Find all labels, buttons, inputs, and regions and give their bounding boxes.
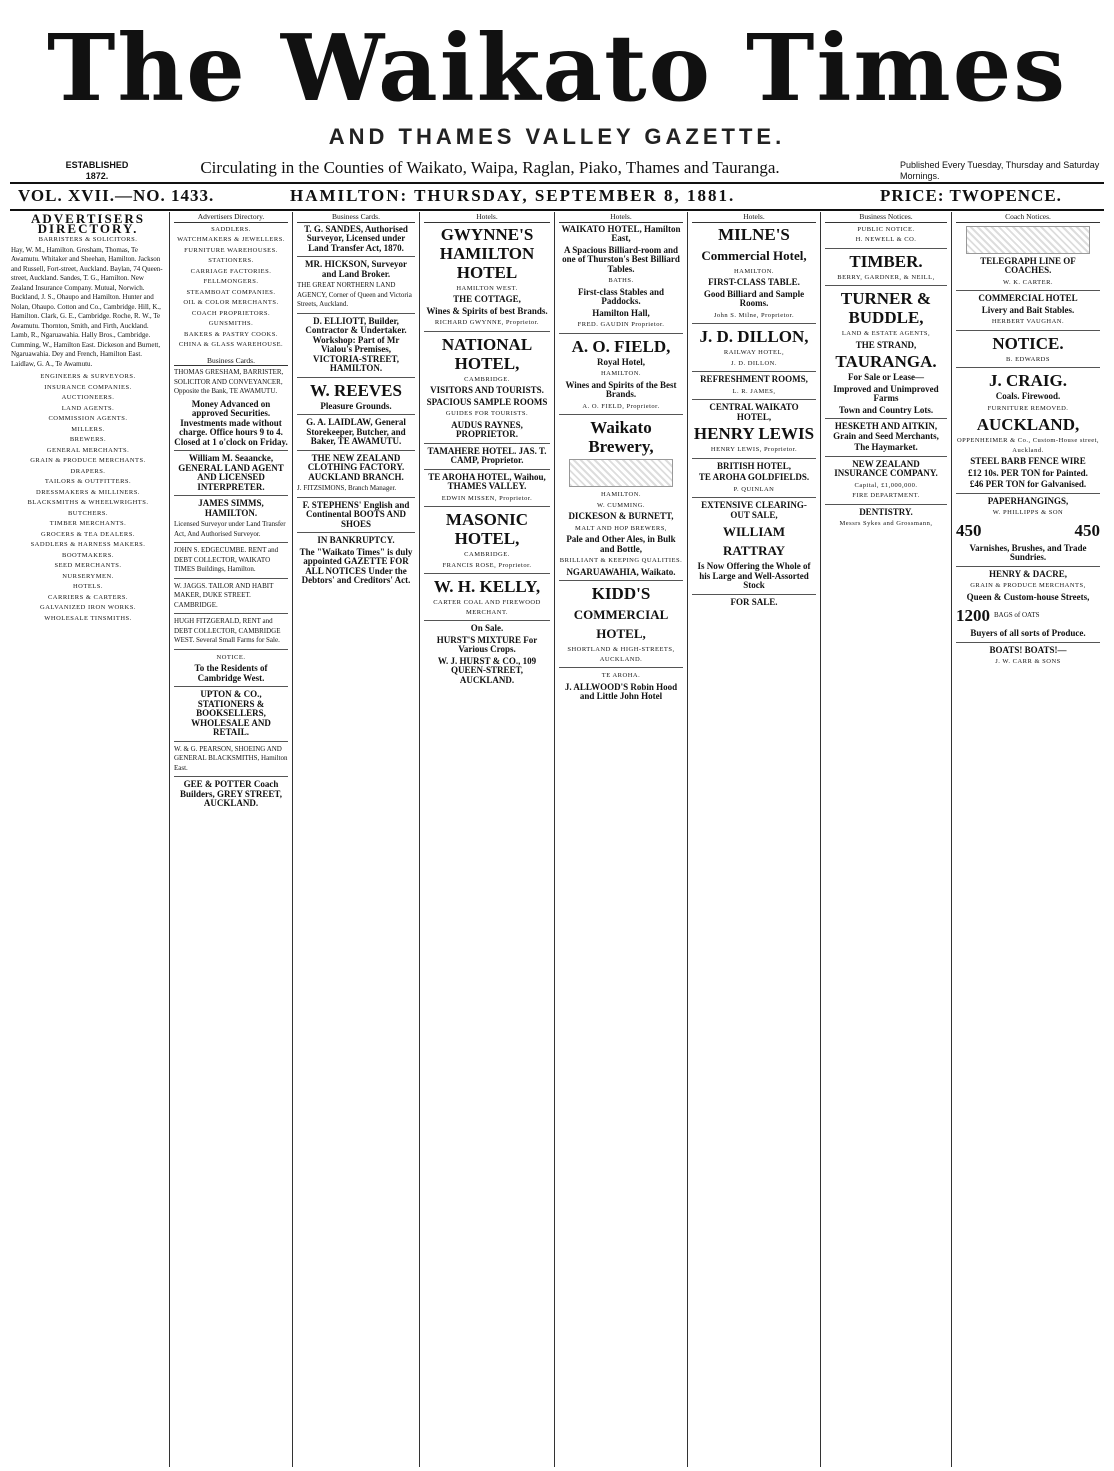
ales: Pale and Other Ales, in Bulk and Bottle, xyxy=(566,534,676,554)
sample-rooms: SPACIOUS SAMPLE ROOMS xyxy=(426,396,548,407)
field-proprietor: A. O. FIELD, Proprietor. xyxy=(582,402,660,410)
steel-wire: STEEL BARB FENCE WIRE xyxy=(970,456,1086,466)
business-cards-heading: Business Cards. xyxy=(174,356,288,367)
hall: Hamilton Hall, xyxy=(592,307,650,318)
rose: FRANCIS ROSE, Proprietor. xyxy=(442,561,532,569)
section-heading: SADDLERS & HARNESS MAKERS. xyxy=(30,541,146,548)
kidd-address: SHORTLAND & HIGH-STREETS, AUCKLAND. xyxy=(567,646,675,663)
brilliant: BRILLIANT & KEEPING QUALITIES. xyxy=(559,557,683,564)
telegraph-line: TELEGRAPH LINE OF COACHES. xyxy=(980,255,1076,275)
column-rule xyxy=(419,212,420,1467)
section-heading: BREWERS. xyxy=(69,436,107,443)
refresh: REFRESHMENT ROOMS, xyxy=(700,374,808,384)
section-heading: GENERAL MERCHANTS. xyxy=(46,446,130,454)
turner-agents: LAND & ESTATE AGENTS, xyxy=(841,330,931,337)
berry: BERRY, GARDNER, & NEILL, xyxy=(837,273,935,281)
boats: BOATS! BOATS!— xyxy=(989,644,1067,655)
edwards: B. EDWARDS xyxy=(1005,355,1050,363)
gnw-ad: THE GREAT NORTHERN LAND AGENCY, Corner of Queen and Victoria Streets, Auckland. xyxy=(297,281,412,308)
quinlan: P. QUINLAN xyxy=(733,485,775,493)
kidd: KIDD'S xyxy=(591,584,651,603)
column-heading: Business Notices. xyxy=(825,212,947,223)
notice-heading: NOTICE. xyxy=(216,653,246,661)
fitzsimons: J. FITZSIMONS, Branch Manager. xyxy=(297,484,397,492)
section-heading: ENGINEERS & SURVEYORS. xyxy=(40,373,136,380)
count-right: 450 xyxy=(1074,520,1100,540)
column-business-cards xyxy=(294,212,418,1467)
reeves-ad-sub: Pleasure Grounds. xyxy=(320,400,392,411)
section-heading: AUCTIONEERS. xyxy=(61,394,115,401)
visitors-tourists: VISITORS AND TOURISTS. xyxy=(430,385,544,395)
section-heading: INSURANCE COMPANIES. xyxy=(44,383,132,391)
painted-price: £12 10s. PER TON for Painted. xyxy=(968,467,1088,478)
gresham-ad: THOMAS GRESHAM, BARRISTER, SOLICITOR AND CONVEYANCER, Opposite the Bank, TE AWAMUTU. xyxy=(174,368,284,395)
brewery: Waikato Brewery, xyxy=(588,418,654,456)
dillon: J. D. DILLON, xyxy=(699,327,809,346)
henry-dacre: HENRY & DACRE, xyxy=(988,568,1068,579)
haymarket: The Haymarket. xyxy=(854,442,918,452)
royal-hotel: Royal Hotel, xyxy=(597,356,645,367)
cumming: W. CUMMING. xyxy=(596,501,646,509)
column-heading: Advertisers Directory. xyxy=(174,212,288,223)
allwood: J. ALLWOOD'S Robin Hood and Little John Hotel xyxy=(564,681,678,701)
masthead-rule-bottom xyxy=(10,209,1104,211)
column-hotels-2 xyxy=(556,212,686,1467)
section-heading: CHINA & GLASS WAREHOUSE. xyxy=(178,341,284,348)
seaancke-ad: William M. Seaancke, GENERAL LAND AGENT AND LICENSED INTERPRETER. xyxy=(178,453,284,492)
varnishes: Varnishes, Brushes, and Trade Sundries. xyxy=(969,542,1087,562)
field: A. O. FIELD, xyxy=(571,336,671,356)
waikato-hotel: WAIKATO HOTEL, Hamilton East, xyxy=(561,223,681,243)
allwood-town: TE AROHA. xyxy=(601,672,641,679)
auckland: AUCKLAND, xyxy=(976,415,1080,434)
newell: H. NEWELL & CO. xyxy=(855,236,917,243)
clothing-factory-ad: THE NEW ZEALAND CLOTHING FACTORY. AUCKLAND BRANCH. xyxy=(307,452,405,482)
section-heading: FURNITURE WAREHOUSES. xyxy=(184,246,278,254)
for-sale: FOR SALE. xyxy=(730,596,778,607)
gaudin: FRED. GAUDIN Proprietor. xyxy=(577,321,665,328)
masthead xyxy=(0,0,1114,228)
section-heading: FELLMONGERS. xyxy=(203,278,259,285)
malt: MALT AND HOP BREWERS, xyxy=(575,524,667,532)
central-hotel: CENTRAL WAIKATO HOTEL, xyxy=(709,402,799,422)
clearing-sale: EXTENSIVE CLEARING-OUT SALE, xyxy=(701,500,807,520)
raynes: AUDUS RAYNES, PROPRIETOR. xyxy=(451,419,523,439)
fitzgerald-ad: HUGH FITZGERALD, RENT and DEBT COLLECTOR, CAMBRIDGE WEST. Several Small Farms for Sale. xyxy=(174,617,281,644)
column-heading: Hotels. xyxy=(559,212,683,223)
hurst-address: W. J. HURST & CO., 109 QUEEN-STREET, AUCKLAND. xyxy=(437,655,537,685)
section-heading: OIL & COLOR MERCHANTS. xyxy=(183,299,279,306)
milnes: MILNE'S xyxy=(718,224,790,244)
missen: EDWIN MISSEN, Proprietor. xyxy=(441,494,533,502)
stables: First-class Stables and Paddocks. xyxy=(577,286,664,306)
newspaper-title: The Waikato Times xyxy=(46,14,1068,122)
lewis-prop: HENRY LEWIS, Proprietor. xyxy=(710,446,798,453)
column-heading: Hotels. xyxy=(424,212,550,223)
column-rule xyxy=(554,212,555,1467)
ngaruawahia: NGARUAWAHIA, Waikato. xyxy=(566,566,676,577)
edgecumbe-ad: JOHN S. EDGECUMBE. RENT and DEBT COLLECTOR, WAIKATO TIMES Buildings, Hamilton. xyxy=(174,546,279,573)
simms-ad: JAMES SIMMS, HAMILTON. xyxy=(198,498,264,518)
column-rule xyxy=(169,212,170,1467)
pearson-ad: W. & G. PEARSON, SHOEING AND GENERAL BLACKSMITHS, Hamilton East. xyxy=(174,744,288,772)
count-left: 450 xyxy=(956,520,982,540)
jaggs-ad: W. JAGGS. TAILOR AND HABIT MAKER, DUKE STREET. CAMBRIDGE. xyxy=(174,581,274,609)
volume-number: VOL. XVII.—NO. 1433. xyxy=(18,186,215,205)
national-hotel-sub: CAMBRIDGE. xyxy=(464,375,510,383)
goldfields: TE AROHA GOLDFIELDS. xyxy=(698,472,810,482)
rattray: WILLIAM RATTRAY xyxy=(722,524,786,558)
rattray-offer: Is Now Offering the Whole of his Large and Well-Assorted Stock xyxy=(697,561,811,590)
oats-label: BAGS of OATS xyxy=(994,610,1040,619)
turner-buddle: TURNER & BUDDLE, xyxy=(840,289,932,327)
james: L. R. JAMES, xyxy=(732,387,776,395)
section-heading: GUNSMITHS. xyxy=(208,320,254,327)
british-hotel: BRITISH HOTEL, xyxy=(716,460,792,471)
kidd-commercial: COMMERCIAL HOTEL, xyxy=(573,607,669,641)
milnes-town: HAMILTON. xyxy=(733,267,775,275)
tamahere-hotel: TAMAHERE HOTEL. JAS. T. CAMP, Proprietor. xyxy=(427,445,547,465)
section-heading: SEED MERCHANTS. xyxy=(54,562,122,569)
billiard-rooms: Good Billiard and Sample Rooms. xyxy=(703,288,805,308)
queen-streets: Queen & Custom-house Streets, xyxy=(966,591,1090,602)
section-heading: STATIONERS. xyxy=(208,257,254,264)
buyers: Buyers of all sorts of Produce. xyxy=(970,628,1086,638)
section-heading: GRAIN & PRODUCE MERCHANTS. xyxy=(30,457,146,464)
carter: W. K. CARTER. xyxy=(1002,278,1054,286)
gwynne-hotel-sub: HAMILTON WEST. xyxy=(456,284,518,292)
column-heading: Business Cards. xyxy=(297,212,415,223)
craig: J. CRAIG. xyxy=(989,371,1067,390)
section-heading: TIMBER MERCHANTS. xyxy=(49,520,127,527)
kelly-sub: CARTER COAL AND FIREWOOD MERCHANT. xyxy=(433,599,541,616)
gresham-ad-money: Money Advanced on approved Securities. Investments made without charge. Office hours 9 to 4. Closed at 1 o'clock on Friday. xyxy=(174,398,288,447)
directory-heading: ADVERTISERS DIRECTORY. xyxy=(30,212,145,236)
oppenheimer: OPPENHEIMER & Co., Custom-House street, Auckland. xyxy=(956,437,1100,454)
grain-merchants: GRAIN & PRODUCE MERCHANTS, xyxy=(970,582,1086,589)
field-town: HAMILTON. xyxy=(600,370,642,377)
dentistry: DENTISTRY. xyxy=(859,506,913,517)
railway-hotel: RAILWAY HOTEL, xyxy=(723,349,785,356)
dickeson: DICKESON & BURNETT, xyxy=(568,511,674,521)
gee-potter-ad: GEE & POTTER Coach Builders, GREY STREET, AUCKLAND. xyxy=(179,779,283,808)
billiard: A Spacious Billiard-room and one of Thurston's Best Billiard Tables. xyxy=(562,244,680,274)
masonic-hotel: MASONIC HOTEL, xyxy=(445,510,529,548)
paperhangings: PAPERHANGINGS, xyxy=(987,495,1069,506)
established: ESTABLISHED 1872. xyxy=(65,160,129,181)
reeves-ad: W. REEVES xyxy=(310,380,402,400)
sandes-ad: T. G. SANDES, Authorised Surveyor, Licensed under Land Transfer Act, 1870. xyxy=(304,223,408,253)
guides: GUIDES FOR TOURISTS. xyxy=(445,410,529,417)
kelly: W. H. KELLY, xyxy=(433,577,541,596)
section-heading: WATCHMAKERS & JEWELLERS. xyxy=(177,236,285,243)
notice-sub: To the Residents of Cambridge West. xyxy=(194,663,268,683)
section-heading: CARRIAGE FACTORIES. xyxy=(190,267,272,275)
directory-text: Hay, W. M., Hamilton. Gresham, Thomas, Te Awamutu. Whitaker and Sheehan, Hamilton. Jackson and Russell, Fort-street, Auckland. Baylan, 74 Queen-street, Auckland. Sandes, T. G., Hamilton. New Zealand Insurance Company. Mutual, Norwich. Buckland, J. S., Ohaupo and Hamilton. Hunter and Nolan, Ohaupo. Cotton and Co., Cambridge. Hill, K., Hamilton. Clark, G. E., Cambridge. Roche, R. W., Te Awamutu. Thornton, Smith, and Firth, Auckland. Lamb, R., Ngaruawahia. Hally Bros., Cambridge. Cumming, W., Hamilton East. Dickeson and Burnett, Ngaruawahia. Dey and French, Hamilton East. Laidlaw, G. A., Te Awamutu. xyxy=(11,245,163,368)
section-heading: STEAMBOAT COMPANIES. xyxy=(186,288,276,296)
nz-insurance: NEW ZEALAND INSURANCE COMPANY. xyxy=(834,458,938,478)
circulation-line: Circulating in the Counties of Waikato, Waipa, Raglan, Piako, Thames and Tauranga. xyxy=(200,158,780,177)
gwynne-hotel: GWYNNE'S HAMILTON HOTEL xyxy=(439,224,535,282)
bankruptcy-text: The "Waikato Times" is duly appointed GAZETTE FOR ALL NOTICES Under the Debtors' and Creditors' Act. xyxy=(299,546,413,585)
commercial-hotel: COMMERCIAL HOTEL xyxy=(978,293,1078,303)
column-rule xyxy=(951,212,952,1467)
publication-days: Published Every Tuesday, Thursday and Saturday Mornings. xyxy=(900,160,1100,181)
gwynne-proprietor: RICHARD GWYNNE, Proprietor. xyxy=(434,319,540,326)
improved-farms: Improved and Unimproved Farms xyxy=(833,383,939,403)
section-heading: MILLERS. xyxy=(71,425,105,433)
gwynne-wines: Wines & Spirits of best Brands. xyxy=(426,305,548,316)
field-wines: Wines and Spirits of the Best Brands. xyxy=(565,379,677,399)
section-heading: BLACKSMITHS & WHEELWRIGHTS. xyxy=(27,499,149,506)
column-rule xyxy=(820,212,821,1467)
section-heading: DRESSMAKERS & MILLINERS. xyxy=(36,488,140,496)
strand: THE STRAND, xyxy=(855,339,917,350)
section-heading: GALVANIZED IRON WORKS. xyxy=(40,604,136,611)
column-heading: Hotels. xyxy=(692,212,816,223)
column-directory xyxy=(8,212,168,1467)
section-heading: LAND AGENTS. xyxy=(61,404,115,412)
baths: BATHS. xyxy=(608,277,634,284)
vaughan: HERBERT VAUGHAN. xyxy=(991,318,1065,325)
brewery-town: HAMILTON. xyxy=(600,491,642,498)
livery: Livery and Bait Stables. xyxy=(981,304,1075,315)
section-heading: COACH PROPRIETORS. xyxy=(191,309,271,317)
column-heading: Coach Notices. xyxy=(956,212,1100,223)
carr: J. W. CARR & SONS xyxy=(995,658,1061,665)
milnes-hotel: Commercial Hotel, xyxy=(701,247,807,263)
elliott-ad: D. ELLIOTT, Builder, Contractor & Undertaker. Workshop: Part of Mr Vialou's Premises, VICTORIA-STREET, HAMILTON. xyxy=(305,315,407,373)
paper-counts xyxy=(956,519,1100,542)
column-directory-2 xyxy=(171,212,291,1467)
galvanised-price: £46 PER TON for Galvanised. xyxy=(969,479,1087,489)
section-heading: GROCERS & TEA DEALERS. xyxy=(41,530,135,538)
capital: Capital, £1,000,000. xyxy=(854,481,918,489)
column-business-notices xyxy=(822,212,950,1467)
section-heading: CARRIERS & CARTERS. xyxy=(47,593,129,601)
section-heading: BUTCHERS. xyxy=(67,509,109,517)
first-class: FIRST-CLASS TABLE. xyxy=(708,277,800,287)
timber: TIMBER. xyxy=(849,251,923,271)
laidlaw-ad: G. A. LAIDLAW, General Storekeeper, Butcher, and Baker, TE AWAMUTU. xyxy=(306,417,406,446)
sykes: Messrs Sykes and Grossmann, xyxy=(839,520,933,527)
cottage: THE COTTAGE, xyxy=(453,294,521,304)
issue-date: HAMILTON: THURSDAY, SEPTEMBER 8, 1881. xyxy=(290,186,736,205)
milne: John S. Milne, Proprietor. xyxy=(713,311,795,319)
columns xyxy=(8,212,1106,1467)
section-heading: TAILORS & OUTFITTERS. xyxy=(44,478,132,485)
column-hotels-1 xyxy=(421,212,553,1467)
town-lots: Town and Country Lots. xyxy=(838,404,934,415)
section-heading: BARRISTERS & SOLICITORS. xyxy=(38,236,138,243)
aroha-hotel: TE AROHA HOTEL, Waihou, THAMES VALLEY. xyxy=(428,471,546,491)
section-heading: WHOLESALE TINSMITHS. xyxy=(44,614,132,622)
lewis: HENRY LEWIS xyxy=(693,424,815,443)
public-notice: PUBLIC NOTICE. xyxy=(857,225,915,233)
barrel-illustration xyxy=(569,459,673,487)
section-heading: HOTELS. xyxy=(72,583,104,590)
section-heading: COMMISSION AGENTS. xyxy=(48,415,128,422)
hurst-mixture: HURST'S MIXTURE For Various Crops. xyxy=(436,634,538,654)
section-heading: BOOTMAKERS. xyxy=(62,551,114,559)
price: PRICE: TWOPENCE. xyxy=(880,186,1062,205)
column-rule xyxy=(687,212,688,1467)
section-heading: BAKERS & PASTRY COOKS. xyxy=(184,330,278,338)
masonic-hotel-sub: CAMBRIDGE. xyxy=(464,551,510,558)
hesketh: HESKETH AND AITKIN, Grain and Seed Merchants, xyxy=(833,421,939,441)
dillon-sign: J. D. DILLON. xyxy=(730,359,778,367)
upton-ad: UPTON & CO., STATIONERS & BOOKSELLERS, WHOLESALE AND RETAIL. xyxy=(191,689,271,737)
for-sale-lease: For Sale or Lease— xyxy=(848,372,924,382)
tauranga: TAURANGA. xyxy=(835,352,937,371)
section-heading: SADDLERS. xyxy=(211,225,251,233)
coach-illustration xyxy=(966,226,1090,254)
on-sale: On Sale. xyxy=(470,623,504,633)
column-rule xyxy=(292,212,293,1467)
column-coach-notices xyxy=(953,212,1103,1467)
notice: NOTICE. xyxy=(992,333,1064,353)
fire-department: FIRE DEPARTMENT. xyxy=(852,492,920,499)
section-heading: NURSERYMEN. xyxy=(62,572,114,580)
hickson-ad: MR. HICKSON, Surveyor and Land Broker. xyxy=(305,259,407,279)
bankruptcy-heading: IN BANKRUPTCY. xyxy=(317,535,395,545)
coals: Coals. Firewood. xyxy=(995,391,1061,401)
phillipps: W. PHILLIPPS & SON xyxy=(992,509,1064,516)
section-heading: DRAPERS. xyxy=(70,467,106,475)
simms-ad-text: Licensed Surveyor under Land Transfer Act, And Authorised Surveyor. xyxy=(174,520,286,538)
stephens-ad: F. STEPHENS' English and Continental BOOTS AND SHOES xyxy=(302,499,410,529)
masthead-rule xyxy=(10,182,1104,184)
oats-count: 1200 xyxy=(956,606,990,625)
national-hotel: NATIONAL HOTEL, xyxy=(441,334,533,373)
newspaper-subtitle: AND THAMES VALLEY GAZETTE. xyxy=(328,124,786,149)
furniture: FURNITURE REMOVED. xyxy=(987,404,1069,412)
column-hotels-3 xyxy=(689,212,819,1467)
oats-row xyxy=(956,604,1100,627)
